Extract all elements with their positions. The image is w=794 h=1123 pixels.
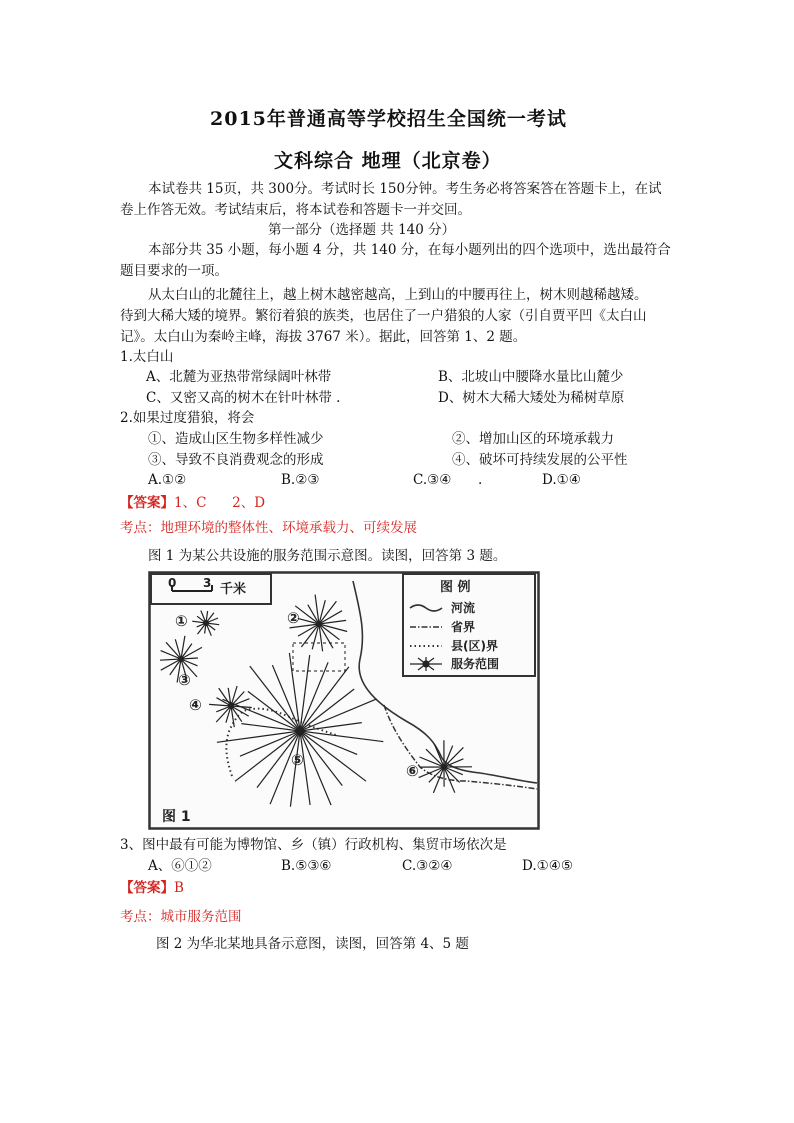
question-2-option-a: A.①② <box>148 472 187 488</box>
answer-tag: 【答案】 <box>120 880 174 896</box>
site-label-6: ⑥ <box>406 762 419 780</box>
part-instruction: 本部分共 35 小题，每小题 4 分，共 140 分，在每小题列出的四个选项中，选出最符合 <box>148 242 671 258</box>
site-label-1: ① <box>175 612 188 630</box>
passage-line: 记》。太白山为秦岭主峰，海拔 3767 米）。据此，回答第 1、2 题。 <box>120 329 527 345</box>
question-3-option-d: D.①④⑤ <box>522 858 573 874</box>
scale-zero: 0 <box>168 576 177 590</box>
question-2-option-b: B.②③ <box>281 472 320 488</box>
knowledge-point-1-2: 考点：地理环境的整体性、环境承载力、可续发展 <box>120 520 417 536</box>
legend-title: 图 例 <box>440 580 471 595</box>
question-2-option-d: D.①④ <box>542 472 581 488</box>
question-2-statement-1: ①、造成山区生物多样性减少 <box>148 431 324 447</box>
site-label-5: ⑤ <box>291 751 304 769</box>
question-2-stem: 2.如果过度猎狼，将会 <box>120 410 255 426</box>
answer-1-2 <box>120 491 265 511</box>
answer-text: 1、C 2、D <box>174 495 266 511</box>
figure-1 <box>148 571 540 830</box>
question-1-stem: 1.太白山 <box>120 349 174 365</box>
legend-county: 县(区)界 <box>451 639 498 653</box>
legend-river: 河流 <box>451 601 476 615</box>
question-1-option-a: A、北麓为亚热带常绿阔叶林带 <box>146 369 332 385</box>
service-centre-6 <box>441 764 447 770</box>
answer-tag: 【答案】 <box>120 495 174 511</box>
question-2-statement-2: ②、增加山区的环境承载力 <box>452 431 614 447</box>
question-3-option-c: C.③②④ <box>402 858 453 874</box>
site-label-4: ④ <box>189 696 202 714</box>
question-2-statement-4: ④、破坏可持续发展的公平性 <box>452 452 628 468</box>
question-1-option-d: D、树木大稀大矮处为稀树草原 <box>438 390 625 406</box>
passage-line: 从太白山的北麓往上，越上树木越密越高，上到山的中腰再往上，树木则越稀越矮。 <box>148 287 648 303</box>
service-centre-4 <box>228 703 234 709</box>
question-2-option-c: C.③④ <box>413 472 452 488</box>
intro-line: 卷上作答无效。考试结束后，将本试卷和答题卡一并交回。 <box>120 202 471 218</box>
scale-three: 3 <box>203 576 212 590</box>
passage-line: 待到大稀大矮的境界。繁衍着狼的族类，也居住了一户猎狼的人家（引自贾平凹《太白山 <box>120 308 647 324</box>
answer-3 <box>120 876 184 896</box>
legend-service: 服务范围 <box>451 657 500 671</box>
scale-unit: 千米 <box>220 582 247 597</box>
service-centre-2 <box>316 621 322 627</box>
site-label-3: ③ <box>178 671 191 689</box>
intro-line: 本试卷共 15页，共 300分。考试时长 150分钟。考生务必将答案答在答题卡上，在试 <box>148 181 662 197</box>
part-title: 第一部分（选择题 共 140 分） <box>268 222 456 238</box>
figure-1-intro: 图 1 为某公共设施的服务范围示意图。读图，回答第 3 题。 <box>148 548 507 564</box>
part-instruction: 题目要求的一项。 <box>120 263 228 279</box>
exam-subtitle: 文科综合 地理（北京卷） <box>274 150 502 172</box>
question-2-statement-3: ③、导致不良消费观念的形成 <box>148 452 324 468</box>
knowledge-point-3: 考点：城市服务范围 <box>120 909 242 925</box>
question-2-option-c-dot: . <box>478 472 483 488</box>
figure-2-intro: 图 2 为华北某地具备示意图，读图，回答第 4、5 题 <box>156 936 469 952</box>
service-centre-5 <box>297 728 303 734</box>
service-centre-1 <box>203 620 209 626</box>
figure-caption: 图 1 <box>162 809 191 825</box>
question-3-stem: 3、图中最有可能为博物馆、乡（镇）行政机构、集贸市场依次是 <box>120 837 507 853</box>
question-1-option-b: B、北坡山中腰降水量比山麓少 <box>438 369 624 385</box>
exam-title: 2015年普通高等学校招生全国统一考试 <box>210 108 567 130</box>
site-label-2: ② <box>287 609 300 627</box>
service-centre-3 <box>178 656 184 662</box>
question-3-option-a: A、⑥①② <box>148 858 212 874</box>
question-3-option-b: B.⑤③⑥ <box>281 858 332 874</box>
legend-province: 省界 <box>451 620 476 634</box>
question-1-option-c: C、又密又高的树木在针叶林带 . <box>146 390 341 406</box>
answer-text: B <box>174 880 184 896</box>
